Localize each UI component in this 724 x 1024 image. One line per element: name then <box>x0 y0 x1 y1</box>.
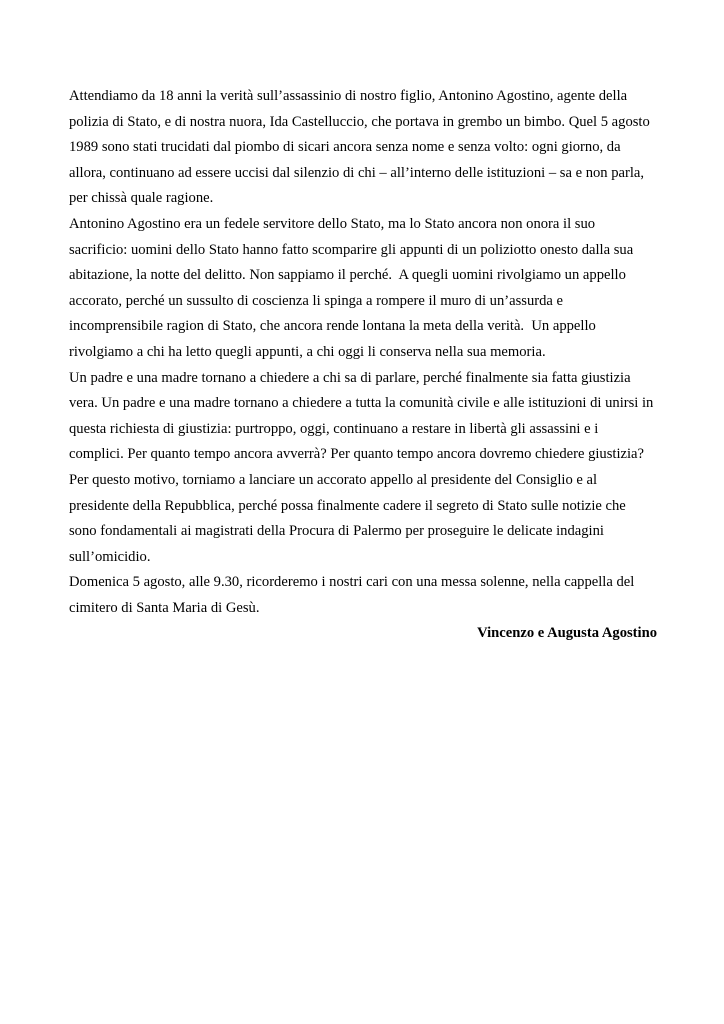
text-line: polizia di Stato, e di nostra nuora, Ida Castelluccio, che portava in grembo un bimbo. Quel 5 agosto <box>69 113 650 130</box>
text-line: per chissà quale ragione. <box>69 190 214 207</box>
letter-body <box>69 84 657 647</box>
text-line: Attendiamo da 18 anni la verità sull’assassinio di nostro figlio, Antonino Agostino, agente della <box>69 88 628 104</box>
text-line: cimitero di Santa Maria di Gesù. <box>69 599 260 616</box>
text-line: questa richiesta di giustizia: purtroppo, oggi, continuano a restare in libertà gli assassini e i <box>69 420 599 437</box>
text-line: rivolgiamo a chi ha letto quegli appunti, a chi oggi li conserva nella sua memoria. <box>69 343 546 360</box>
text-line: sacrificio: uomini dello Stato hanno fatto scomparire gli appunti di un poliziotto onesto dalla sua <box>69 241 634 258</box>
text-line: sull’omicidio. <box>69 548 151 565</box>
signature: Vincenzo e Augusta Agostino <box>477 625 657 642</box>
text-line: complici. Per quanto tempo ancora avverrà? Per quanto tempo ancora dovremo chiedere giustizia? <box>69 446 645 463</box>
text-line: Per questo motivo, torniamo a lanciare un accorato appello al presidente del Consiglio e al <box>69 471 598 488</box>
text-line: accorato, perché un sussulto di coscienza li spinga a rompere il muro di un’assurda e <box>69 292 563 309</box>
text-line: Un padre e una madre tornano a chiedere a chi sa di parlare, perché finalmente sia fatta giustizia <box>69 369 631 386</box>
text-line: incomprensibile ragion di Stato, che ancora rende lontana la meta della verità. Un appello <box>69 318 596 335</box>
text-line: Antonino Agostino era un fedele servitore dello Stato, ma lo Stato ancora non onora il suo <box>69 215 596 232</box>
text-line: 1989 sono stati trucidati dal piombo di sicari ancora senza nome e senza volto: ogni giorno, da <box>69 139 621 156</box>
text-line: allora, continuano ad essere uccisi dal silenzio di chi – all’interno delle istituzioni – sa e non parla, <box>69 164 645 181</box>
text-line: vera. Un padre e una madre tornano a chiedere a tutta la comunità civile e alle istituzioni di unirsi in <box>69 395 654 412</box>
text-line: Domenica 5 agosto, alle 9.30, ricorderemo i nostri cari con una messa solenne, nella cappella del <box>69 574 635 591</box>
text-line: abitazione, la notte del delitto. Non sappiamo il perché. A quegli uomini rivolgiamo un appello <box>69 267 626 284</box>
text-line: sono fondamentali ai magistrati della Procura di Palermo per proseguire le delicate indagini <box>69 523 604 540</box>
text-line: presidente della Repubblica, perché possa finalmente cadere il segreto di Stato sulle notizie che <box>69 497 626 514</box>
